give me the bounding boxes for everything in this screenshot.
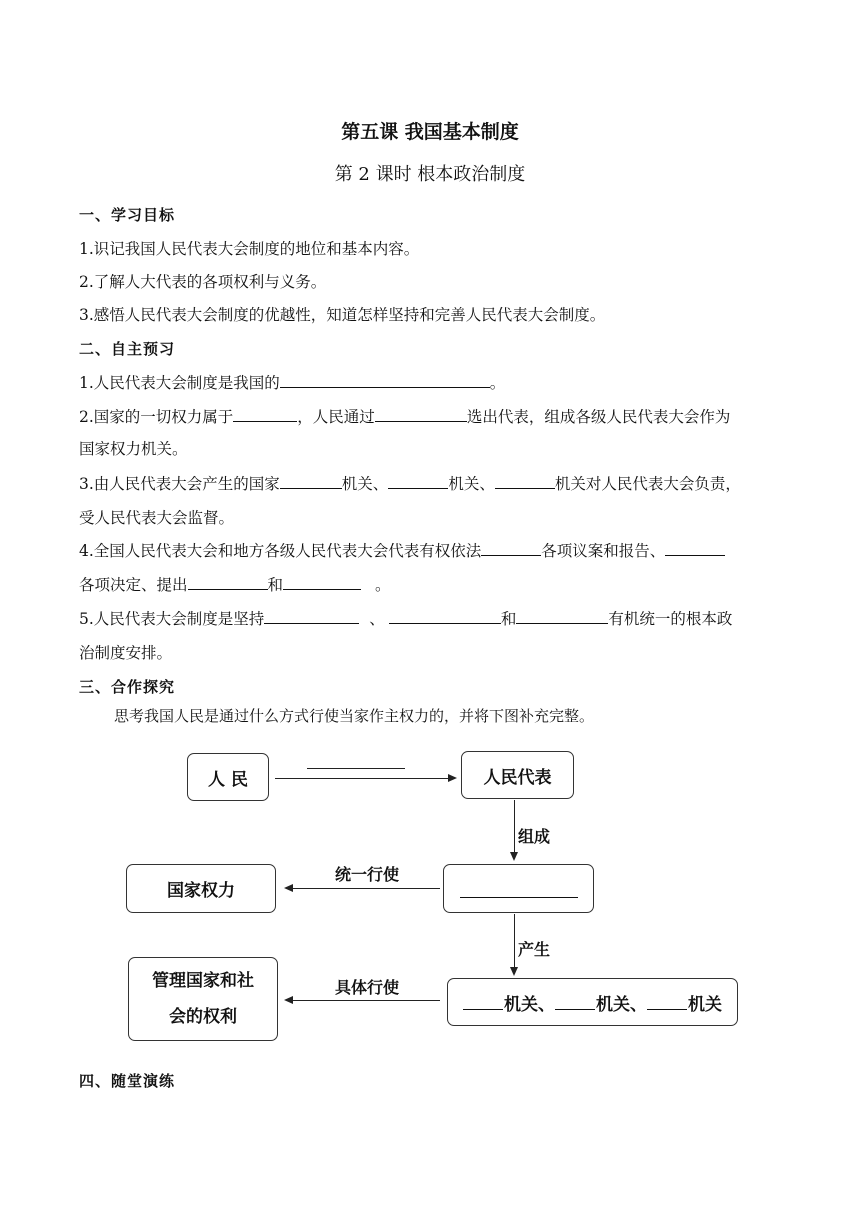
question-text: ，人民通过 [297,408,375,426]
question-text: 5.人民代表大会制度是坚持 [79,610,265,628]
answer-blank[interactable] [463,995,503,1010]
box-text: 管理国家和社 [152,971,254,991]
arrow-line [292,888,440,889]
answer-blank[interactable] [460,897,578,898]
lesson-subtitle: 第 2 课时 根本政治制度 [334,164,526,185]
unify-exercise-label: 统一行使 [335,865,400,884]
question-text: 机关、 [341,475,389,493]
answer-blank[interactable] [555,995,595,1010]
goal-item: 1.识记我国人民代表大会制度的地位和基本内容。 [79,240,420,258]
arrow-head [510,967,518,976]
answer-blank[interactable] [280,372,490,388]
people-box: 人 民 [187,753,269,801]
preview-question-5 [79,607,732,629]
question-text: 各项议案和报告、 [541,542,666,560]
preview-question-4 [79,539,725,561]
preview-question-1 [79,371,505,393]
arrow-head [510,852,518,861]
question-text: 有机统一的根本政 [608,610,733,628]
answer-blank[interactable] [495,473,555,489]
question-text: 机关对人民代表大会负责， [554,475,741,493]
question-text: 、 [369,610,385,628]
explore-intro: 思考我国人民是通过什么方式行使当家作主权力的，并将下图补充完整。 [114,707,595,725]
people-congress-blank-box[interactable] [443,864,594,913]
arrow-line [514,914,515,968]
specific-exercise-label: 具体行使 [335,978,400,997]
answer-blank[interactable] [516,608,608,624]
question-text: 。 [489,374,506,392]
form-label: 组成 [518,827,551,846]
question-text: 国家权力机关。 [79,440,188,458]
answer-blank[interactable] [233,406,297,422]
section-heading-goals: 一、学习目标 [79,206,176,224]
section-heading-practice: 四、随堂演练 [79,1072,176,1090]
answer-blank[interactable] [375,406,467,422]
arrow-line [275,778,451,779]
goal-item: 3.感悟人民代表大会制度的优越性，知道怎样坚持和完善人民代表大会制度。 [79,306,606,324]
section-heading-preview: 二、自主预习 [79,340,176,358]
answer-blank[interactable] [264,608,359,624]
arrow-head [284,884,293,892]
question-text: 1.人民代表大会制度是我国的 [79,374,280,392]
organ-label: 机关 [688,994,722,1015]
produce-label: 产生 [518,940,551,959]
question-text: 受人民代表大会监督。 [79,509,235,527]
answer-blank[interactable] [389,608,501,624]
arrow-head [284,996,293,1004]
arrow-line [292,1000,440,1001]
goal-item: 2.了解人大代表的各项权利与义务。 [79,273,327,291]
answer-blank[interactable] [280,473,342,489]
manage-rights-box [128,957,278,1041]
question-text: 和 [267,576,284,594]
representatives-box: 人民代表 [461,751,574,799]
question-text: 3.由人民代表大会产生的国家 [79,475,280,493]
arrow-head [448,774,457,782]
question-text: 2.国家的一切权力属于 [79,408,234,426]
answer-blank[interactable] [481,540,541,556]
box-text: 会的权利 [169,1007,237,1027]
question-text: 选出代表，组成各级人民代表大会作为 [466,408,731,426]
state-power-box: 国家权力 [126,864,276,913]
organ-label: 机关、 [596,994,647,1015]
answer-blank[interactable] [388,473,448,489]
preview-question-2 [79,405,730,427]
answer-blank[interactable] [188,574,268,590]
arrow-line [514,800,515,853]
preview-question-4-cont [79,573,391,595]
question-text: 治制度安排。 [79,644,173,662]
answer-blank[interactable] [307,768,405,769]
preview-question-3 [79,472,741,494]
question-text: 各项决定、提出 [79,576,188,594]
question-text: 4.全国人民代表大会和地方各级人民代表大会代表有权依法 [79,542,482,560]
question-text: 机关、 [448,475,495,493]
question-text: 和 [500,610,517,628]
answer-blank[interactable] [283,574,361,590]
answer-blank[interactable] [647,995,687,1010]
state-organs-box [447,978,738,1026]
lesson-title: 第五课 我国基本制度 [341,121,519,143]
answer-blank[interactable] [665,540,725,556]
question-text: 。 [375,576,391,594]
organ-label: 机关、 [504,994,555,1015]
section-heading-explore: 三、合作探究 [79,678,176,696]
